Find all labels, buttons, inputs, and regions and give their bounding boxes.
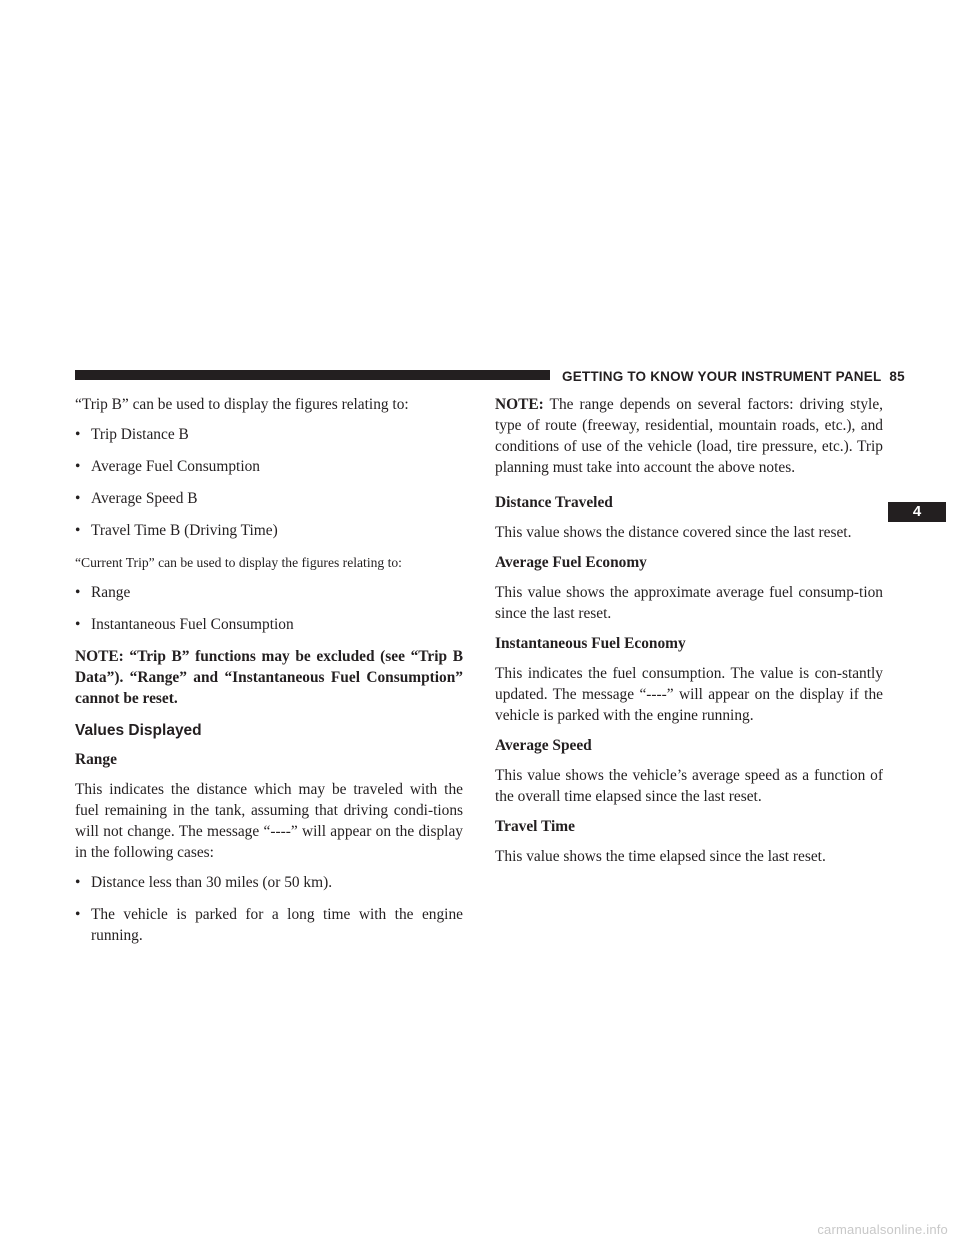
left-column (75, 394, 463, 957)
running-header (562, 369, 905, 385)
average-speed-text: This value shows the vehicle’s average speed as a function of the overall time elapsed since the last reset. (495, 767, 883, 805)
section-title: GETTING TO KNOW YOUR INSTRUMENT PANEL (562, 369, 882, 384)
watermark: carmanualsonline.info (817, 1222, 948, 1237)
bullet-icon: • (75, 458, 81, 475)
instantaneous-fuel-economy-text: This indicates the fuel consumption. The value is con-stantly updated. The message “----” will appear on the display if the vehicle is parked with the engine running. (495, 665, 883, 724)
bullet-icon: • (75, 874, 81, 891)
average-speed-heading: Average Speed (495, 737, 592, 754)
list-item: • Range (75, 584, 131, 601)
header-rule (75, 370, 550, 380)
current-trip-intro: “Current Trip” can be used to display the figures relating to: (75, 555, 402, 570)
distance-traveled-heading: Distance Traveled (495, 494, 613, 511)
average-fuel-economy-heading: Average Fuel Economy (495, 554, 647, 571)
list-item: • The vehicle is parked for a long time with the engine running. (75, 906, 463, 944)
values-displayed-heading: Values Displayed (75, 722, 202, 739)
range-heading: Range (75, 751, 117, 768)
average-fuel-economy-text: This value shows the approximate average fuel consump-tion since the last reset. (495, 584, 883, 622)
bullet-icon: • (75, 490, 81, 507)
chapter-tab: 4 (888, 502, 946, 522)
list-item: • Trip Distance B (75, 426, 189, 443)
list-item: • Distance less than 30 miles (or 50 km). (75, 874, 333, 891)
page-number: 85 (889, 369, 905, 384)
travel-time-heading: Travel Time (495, 818, 575, 835)
distance-traveled-text: This value shows the distance covered since the last reset. (495, 524, 852, 541)
current-trip-list (75, 582, 463, 635)
instantaneous-fuel-economy-heading: Instantaneous Fuel Economy (495, 635, 686, 652)
range-description: This indicates the distance which may be traveled with the fuel remaining in the tank, assuming that driving condi-tions will not change. The message “----” will appear on the display in the following cases: (75, 781, 463, 861)
trip-b-list (75, 424, 463, 541)
list-item: • Average Speed B (75, 490, 198, 507)
bullet-icon: • (75, 584, 81, 601)
note-text: The range depends on several factors: driving style, type of route (freeway, residential, mountain roads, etc.), and conditions of use of the vehicle (load, tire pressure, etc.). Trip planning must take into account the above notes. (495, 396, 884, 476)
bullet-icon: • (75, 616, 81, 633)
bullet-icon: • (75, 426, 81, 443)
list-item: • Instantaneous Fuel Consumption (75, 616, 294, 633)
note-label: NOTE: (495, 396, 544, 413)
range-cases-list (75, 872, 463, 946)
trip-note: NOTE: “Trip B” functions may be excluded (see “Trip B Data”). “Range” and “Instantaneous Fuel Consumption” cannot be reset. (75, 648, 463, 707)
right-column (495, 394, 883, 876)
range-note (495, 394, 883, 478)
bullet-icon: • (75, 522, 81, 539)
list-item: • Average Fuel Consumption (75, 458, 260, 475)
bullet-icon: • (75, 906, 81, 923)
list-item: • Travel Time B (Driving Time) (75, 522, 278, 539)
trip-b-intro: “Trip B” can be used to display the figures relating to: (75, 396, 409, 413)
travel-time-text: This value shows the time elapsed since the last reset. (495, 848, 826, 865)
